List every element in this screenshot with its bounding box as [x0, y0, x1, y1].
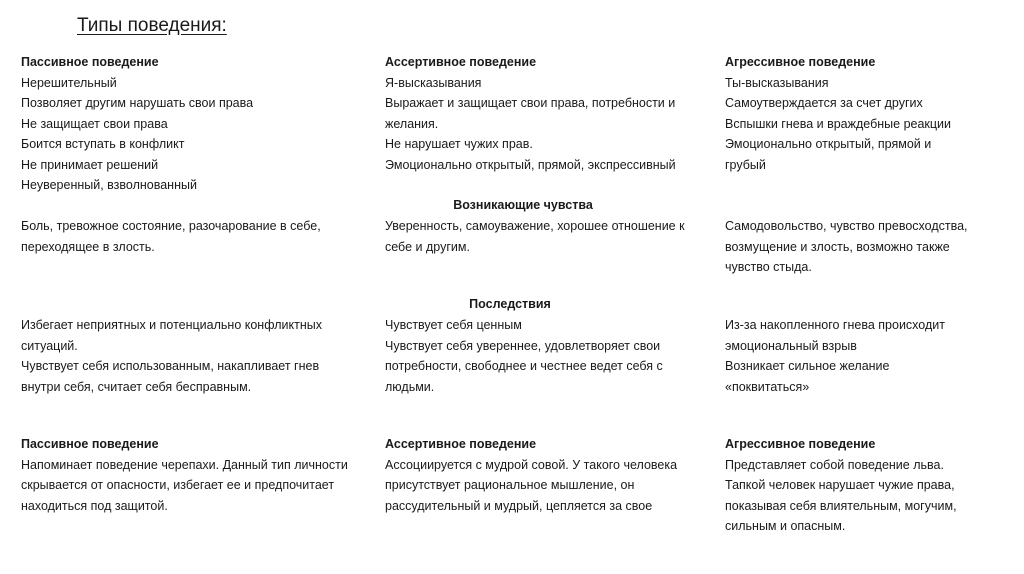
- consequence-line: Избегает неприятных и потенциально конфликтных: [21, 318, 322, 332]
- consequence-line: эмоциональный взрыв: [725, 338, 857, 353]
- assertive-behavior-block: [385, 52, 730, 175]
- passive-trait: Нерешительный: [21, 75, 117, 90]
- feelings-line: возмущение и злость, возможно также: [725, 239, 950, 254]
- passive-trait: Не принимает решений: [21, 157, 159, 172]
- feelings-heading: Возникающие чувства: [453, 198, 593, 212]
- feelings-line: Уверенность, самоуважение, хорошее отношение к: [385, 219, 685, 233]
- assertive-heading: Ассертивное поведение: [385, 55, 537, 69]
- feelings-line: Боль, тревожное состояние, разочарование в себе,: [21, 219, 321, 233]
- aggressive-behavior-block: [725, 52, 1015, 175]
- page-title: Типы поведения:: [77, 15, 227, 36]
- animal-line: находиться под защитой.: [21, 498, 168, 513]
- consequence-line: Чувствует себя увереннее, удовлетворяет свои: [385, 338, 661, 353]
- aggressive-feelings: [725, 216, 1015, 278]
- aggressive-heading: Агрессивное поведение: [725, 55, 876, 69]
- consequence-line: Из-за накопленного гнева происходит: [725, 318, 945, 332]
- consequences-heading: Последствия: [469, 297, 551, 311]
- passive-heading: Пассивное поведение: [21, 437, 159, 451]
- passive-animal-block: [21, 434, 386, 516]
- consequence-line: Чувствует себя ценным: [385, 318, 522, 332]
- passive-feelings: [21, 216, 386, 257]
- aggressive-trait: Вспышки гнева и враждебные реакции: [725, 116, 952, 131]
- passive-heading: Пассивное поведение: [21, 55, 159, 69]
- assertive-consequences: [385, 315, 730, 397]
- passive-trait: Боится вступать в конфликт: [21, 137, 185, 151]
- animal-line: рассудительный и мудрый, цепляется за свое: [385, 498, 653, 513]
- animal-line: Представляет собой поведение льва.: [725, 457, 944, 472]
- feelings-line: себе и другим.: [385, 239, 470, 254]
- aggressive-consequences: [725, 315, 1015, 397]
- assertive-trait: Выражает и защищает свои права, потребности и: [385, 96, 676, 110]
- feelings-line: переходящее в злость.: [21, 239, 155, 254]
- assertive-animal-block: [385, 434, 730, 516]
- assertive-trait: желания.: [385, 116, 439, 131]
- animal-line: показывая себя влиятельным, могучим,: [725, 498, 957, 513]
- consequence-line: Чувствует себя использованным, накапливает гнев: [21, 359, 320, 373]
- assertive-trait: Не нарушает чужих прав.: [385, 137, 533, 151]
- feelings-line: чувство стыда.: [725, 260, 812, 274]
- animal-line: Ассоциируется с мудрой совой. У такого человека: [385, 457, 678, 472]
- assertive-heading: Ассертивное поведение: [385, 437, 537, 451]
- animal-line: сильным и опасным.: [725, 519, 846, 533]
- aggressive-trait: Эмоционально открытый, прямой и: [725, 137, 932, 151]
- aggressive-trait: Ты-высказывания: [725, 75, 829, 90]
- animal-line: скрывается от опасности, избегает ее и предпочитает: [21, 478, 335, 492]
- assertive-feelings: [385, 216, 730, 257]
- consequence-line: Возникает сильное желание: [725, 359, 890, 373]
- aggressive-heading: Агрессивное поведение: [725, 437, 876, 451]
- passive-consequences: [21, 315, 386, 397]
- consequence-line: людьми.: [385, 379, 435, 394]
- animal-line: присутствует рациональное мышление, он: [385, 478, 635, 492]
- passive-behavior-block: [21, 52, 386, 196]
- assertive-trait: Эмоционально открытый, прямой, экспрессивный: [385, 157, 676, 172]
- animal-line: Тапкой человек нарушает чужие права,: [725, 478, 955, 492]
- passive-trait: Не защищает свои права: [21, 116, 168, 131]
- consequence-line: «поквитаться»: [725, 379, 810, 394]
- aggressive-animal-block: [725, 434, 1015, 537]
- assertive-trait: Я-высказывания: [385, 75, 482, 90]
- feelings-line: Самодовольство, чувство превосходства,: [725, 219, 968, 233]
- consequence-line: ситуаций.: [21, 338, 78, 353]
- aggressive-trait: Самоутверждается за счет других: [725, 96, 923, 110]
- animal-line: Напоминает поведение черепахи. Данный тип личности: [21, 457, 348, 472]
- consequence-line: внутри себя, считает себя бесправным.: [21, 379, 252, 394]
- passive-trait: Неуверенный, взволнованный: [21, 178, 197, 192]
- passive-trait: Позволяет другим нарушать свои права: [21, 96, 254, 110]
- aggressive-trait: грубый: [725, 157, 766, 172]
- consequence-line: потребности, свободнее и честнее ведет себя с: [385, 359, 663, 373]
